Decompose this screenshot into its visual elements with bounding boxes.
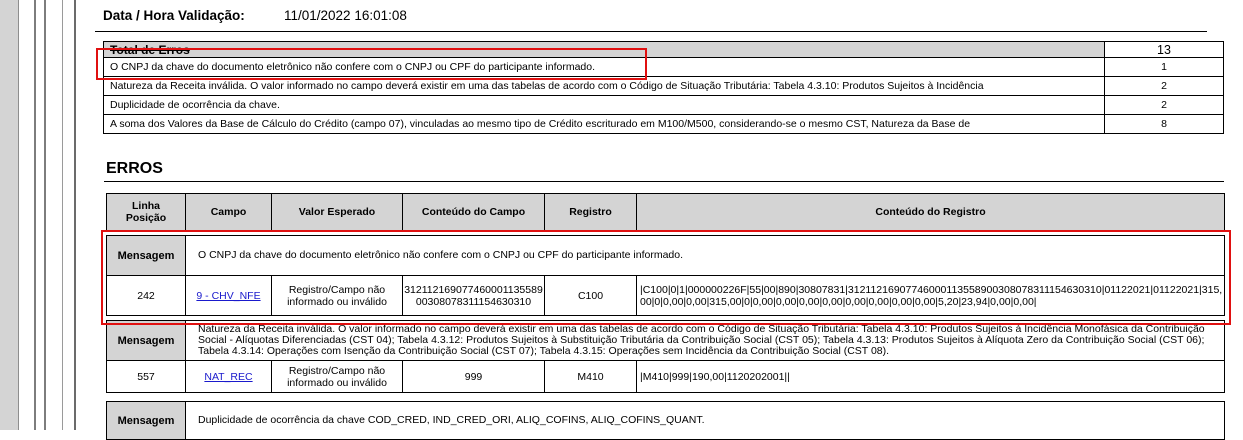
summary-row (104, 96, 1224, 115)
message-text: Duplicidade de ocorrência da chave COD_CRED, IND_CRED_ORI, ALIQ_COFINS, ALIQ_COFINS_QUANT. (186, 402, 1225, 440)
message-label: Mensagem (107, 402, 186, 440)
error-summary-table (103, 41, 1224, 134)
message-text: O CNPJ da chave do documento eletrônico não confere com o CNPJ ou CPF do participante informado. (186, 236, 1225, 276)
viewer-divider (62, 0, 63, 430)
col-header-linha-line1: Linha (132, 200, 160, 212)
summary-total-value: 13 (1105, 42, 1224, 58)
summary-row-count: 1 (1105, 58, 1224, 77)
validation-datetime-value: 11/01/2022 16:01:08 (284, 8, 407, 23)
error-detail-row (107, 361, 1225, 393)
summary-row (104, 58, 1224, 77)
viewer-divider (44, 0, 46, 430)
summary-row-desc: Duplicidade de ocorrência da chave. (104, 96, 1105, 115)
summary-row-count: 2 (1105, 77, 1224, 96)
conteudo-campo: 31211216907746000113558900308078311154630310 (403, 276, 545, 316)
viewer-page-border (74, 0, 76, 430)
divider (104, 181, 1224, 182)
col-header-linha (107, 194, 186, 231)
errors-header-row (107, 194, 1225, 231)
errors-section-title: ERROS (106, 160, 163, 177)
summary-total-label: Total de Erros (104, 42, 1105, 58)
summary-row-desc: A soma dos Valores da Base de Cálculo do Crédito (campo 07), vinculadas ao mesmo tipo de Crédito escriturado em M100/M500, considerando-se o mesmo CST, Natureza da Base de (104, 115, 1105, 134)
error-message-row (107, 402, 1225, 440)
summary-row-count: 8 (1105, 115, 1224, 134)
error-message-row (107, 236, 1225, 276)
valor-esperado: Registro/Campo não informado ou inválido (272, 276, 403, 316)
campo-cell (186, 276, 272, 316)
conteudo-campo: 999 (403, 361, 545, 393)
conteudo-registro: |C100|0|1|000000226F|55|00|890|30807831|31211216907746000113558900308078311154630310|01122021|01122021|315,00|0|0,00|0,00|315,00|0|0,00|0,00|0,00|0,00|0,00|0,00|0,00|0,00|5,20|23,94|0,00|0,00| (637, 276, 1225, 316)
summary-row (104, 115, 1224, 134)
viewer-panel-strip (0, 0, 19, 430)
linha-value: 242 (107, 276, 186, 316)
campo-link[interactable]: NAT_REC (204, 370, 253, 383)
summary-row (104, 77, 1224, 96)
col-header-registro: Registro (545, 194, 637, 231)
summary-total-row (104, 42, 1224, 58)
col-header-conteudo-campo: Conteúdo do Campo (403, 194, 545, 231)
divider (95, 31, 1207, 32)
spacer (107, 393, 1225, 402)
error-detail-row (107, 276, 1225, 316)
col-header-campo: Campo (186, 194, 272, 231)
campo-cell (186, 361, 272, 393)
registro-value: M410 (545, 361, 637, 393)
validation-datetime (103, 8, 407, 23)
campo-link[interactable]: 9 - CHV_NFE (196, 289, 261, 302)
spacer-cell (107, 393, 1225, 402)
error-message-row (107, 321, 1225, 361)
message-label: Mensagem (107, 321, 186, 361)
validation-datetime-label: Data / Hora Validação: (103, 8, 245, 23)
col-header-conteudo-registro: Conteúdo do Registro (637, 194, 1225, 231)
linha-value: 557 (107, 361, 186, 393)
summary-row-desc: Natureza da Receita inválida. O valor informado no campo deverá existir em uma das tabelas de acordo com o Código de Situação Tributária: Tabela 4.3.10: Produtos Sujeitos à Incidência (104, 77, 1105, 96)
message-text: Natureza da Receita inválida. O valor informado no campo deverá existir em uma das tabelas de acordo com o Código de Situação Tributária: Tabela 4.3.10: Produtos Sujeitos à Incidência Monofásica da Contribuição Social - Alíquotas Diferenciadas (CST 04); Tabela 4.3.12: Produtos Sujeitos à Substituição Tributária da Contribuição Social (CST 05); Tabela 4.3.13: Produtos Sujeitos à Alíquota Zero da Contribuição Social (CST 06); Tabela 4.3.14: Operações com Isenção da Contribuição Social (CST 07); Tabela 4.3.15: Operações sem Incidência da Contribuição Social (CST 08). (186, 321, 1225, 361)
col-header-linha-line2: Posição (125, 212, 167, 224)
col-header-valor-esperado: Valor Esperado (272, 194, 403, 231)
viewer-divider (34, 0, 36, 430)
viewer-left-chrome (0, 0, 76, 430)
errors-table (106, 193, 1225, 440)
summary-row-count: 2 (1105, 96, 1224, 115)
message-label: Mensagem (107, 236, 186, 276)
summary-row-desc: O CNPJ da chave do documento eletrônico não confere com o CNPJ ou CPF do participante informado. (104, 58, 1105, 77)
valor-esperado: Registro/Campo não informado ou inválido (272, 361, 403, 393)
registro-value: C100 (545, 276, 637, 316)
conteudo-registro: |M410|999|190,00|1120202001|| (637, 361, 1225, 393)
